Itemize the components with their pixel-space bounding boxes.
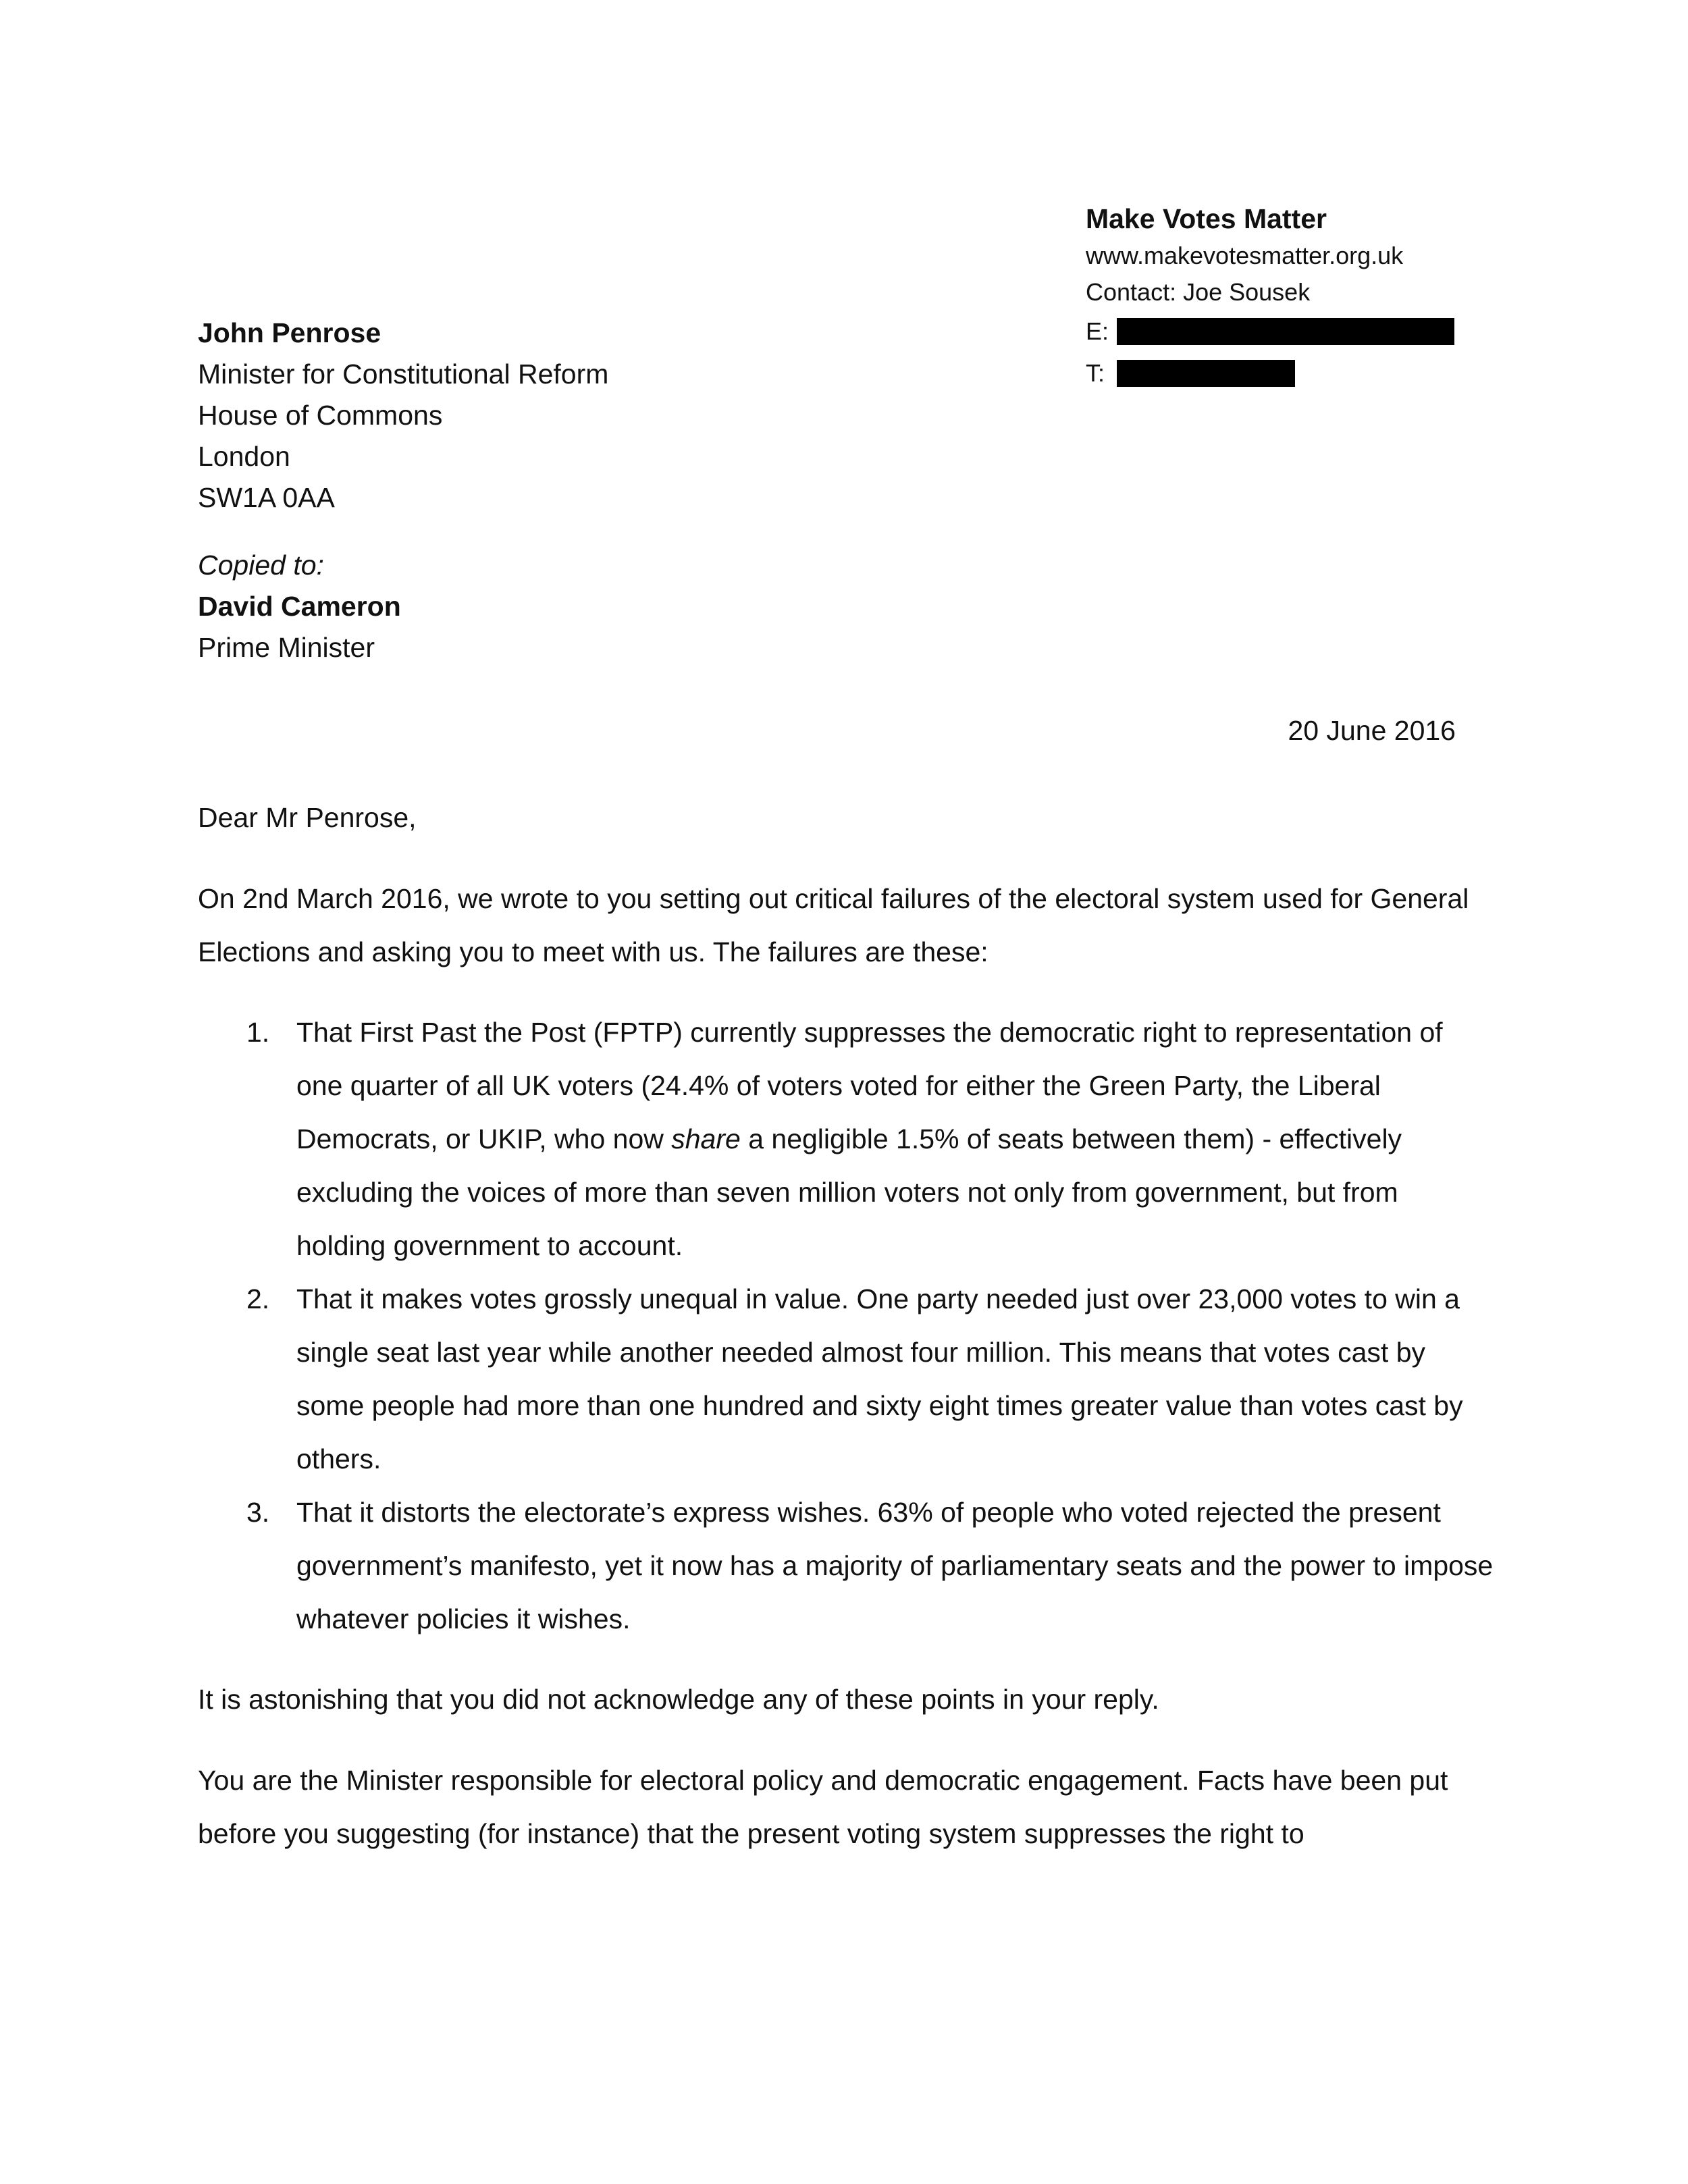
list-item-text: That it makes votes grossly unequal in value. One party needed just over 23,000 votes to win a single seat last year while another needed almost four million. This means that votes cast by some people had more than one hundred and sixty eight times greater value than votes cast by others. — [296, 1283, 1463, 1474]
email-label: E: — [1086, 317, 1109, 345]
paragraph: It is astonishing that you did not acknowledge any of these points in your reply. — [198, 1684, 1159, 1715]
sender-website: www.makevotesmatter.org.uk — [1086, 242, 1404, 269]
recipient-title: Minister for Constitutional Reform — [198, 358, 609, 390]
recipient-postcode: SW1A 0AA — [198, 482, 335, 513]
list-item — [198, 1273, 1494, 1486]
intro-paragraph: On 2nd March 2016, we wrote to you setting out critical failures of the electoral system used for General Elections and asking you to meet with us. The failures are these: — [198, 883, 1469, 967]
copied-to-block — [198, 545, 1008, 668]
list-item-text: That it distorts the electorate’s express wishes. 63% of people who voted rejected the present government’s manifesto, yet it now has a majority of parliamentary seats and the power to impose whatever policies it wishes. — [296, 1497, 1494, 1634]
redacted-phone — [1117, 360, 1295, 387]
list-item — [198, 1486, 1494, 1646]
letter-date: 20 June 2016 — [1288, 715, 1456, 746]
sender-block — [1086, 200, 1558, 394]
letter-body — [198, 791, 1494, 1888]
salutation: Dear Mr Penrose, — [198, 802, 417, 833]
list-item-text: a negligible 1.5% of seats between them) - effectively excluding the voices of more than seven million voters not only from government, but from holding government to account. — [296, 1123, 1402, 1261]
list-item-number: 1. — [246, 1017, 270, 1048]
copied-to-label: Copied to: — [198, 550, 324, 581]
recipient-address-line-2: London — [198, 441, 290, 472]
phone-label: T: — [1086, 359, 1105, 387]
redacted-email — [1117, 318, 1454, 345]
copied-to-title: Prime Minister — [198, 632, 375, 663]
sender-contact: Contact: Joe Sousek — [1086, 278, 1311, 306]
list-item-text: That First Past the Post (FPTP) currently suppresses the democratic right to representation of one quarter of all UK voters (24.4% of voters voted for either the Green Party, the Liberal Democrats, or UKIP, who now — [296, 1017, 1443, 1154]
recipient-block — [198, 313, 1008, 518]
failures-list — [198, 1006, 1494, 1646]
list-item-emphasis: share — [671, 1123, 741, 1154]
sender-organisation: Make Votes Matter — [1086, 203, 1327, 234]
paragraph: You are the Minister responsible for electoral policy and democratic engagement. Facts have been put before you suggesting (for instance) that the present voting system suppresses the right to — [198, 1765, 1448, 1849]
list-item — [198, 1006, 1494, 1273]
recipient-name: John Penrose — [198, 317, 381, 348]
list-item-number: 2. — [246, 1283, 270, 1314]
copied-to-name: David Cameron — [198, 591, 401, 622]
sender-phone-row — [1086, 352, 1558, 394]
list-item-number: 3. — [246, 1497, 270, 1528]
recipient-address-line-1: House of Commons — [198, 400, 443, 431]
sender-email-row — [1086, 311, 1558, 352]
